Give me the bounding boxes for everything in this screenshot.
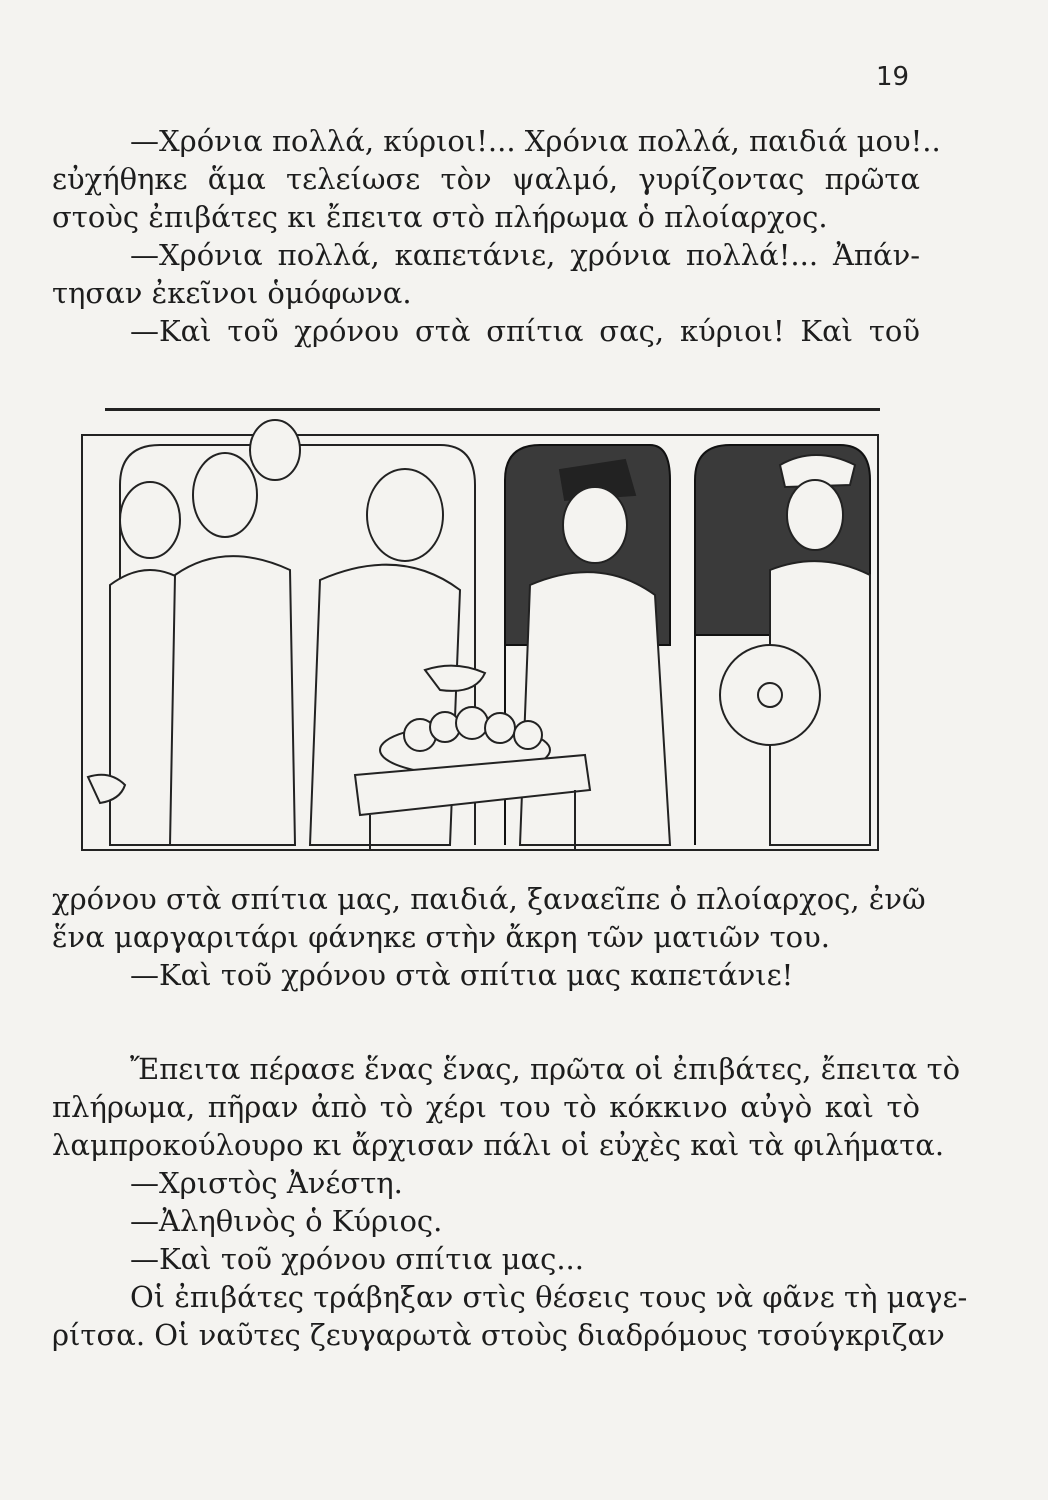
text-line: πλήρωμα, πῆραν ἀπὸ τὸ χέρι του τὸ κόκκινο αὐγὸ καὶ τὸ	[52, 1090, 920, 1124]
text-line: λαμπροκούλουρο κι ἄρχισαν πάλι οἱ εὐχὲς καὶ τὰ φιλήματα.	[52, 1128, 945, 1162]
illustration	[80, 405, 880, 855]
text-line: εὐχήθηκε ἅμα τελείωσε τὸν ψαλμό, γυρίζοντας πρῶτα	[52, 162, 920, 196]
text-line: Ἔπειτα πέρασε ἕνας ἕνας, πρῶτα οἱ ἐπιβάτες, ἔπειτα τὸ	[130, 1052, 961, 1086]
page-number: 19	[876, 62, 910, 92]
text-line: —Χρόνια πολλά, κύριοι!... Χρόνια πολλά, παιδιά μου!..	[130, 124, 941, 158]
text-block-top	[52, 122, 941, 350]
text-line: —Καὶ τοῦ χρόνου σπίτια μας...	[130, 1242, 584, 1276]
text-line: τησαν ἐκεῖνοι ὁμόφωνα.	[52, 276, 412, 310]
text-block-middle	[52, 880, 926, 994]
text-line: ἕνα μαργαριτάρι φάνηκε στὴν ἄκρη τῶν ματιῶν του.	[52, 920, 830, 954]
text-line: —Καὶ τοῦ χρόνου στὰ σπίτια σας, κύριοι! Καὶ τοῦ	[130, 314, 920, 348]
text-block-bottom	[52, 1050, 968, 1354]
text-line: —Ἀληθινὸς ὁ Κύριος.	[130, 1204, 443, 1238]
text-line: —Καὶ τοῦ χρόνου στὰ σπίτια μας καπετάνιε!	[130, 958, 794, 992]
text-line: ρίτσα. Οἱ ναῦτες ζευγαρωτὰ στοὺς διαδρόμους τσούγκριζαν	[52, 1318, 945, 1352]
text-line: Οἱ ἐπιβάτες τράβηξαν στὶς θέσεις τους νὰ φᾶνε τὴ μαγε-	[130, 1280, 968, 1314]
text-line: χρόνου στὰ σπίτια μας, παιδιά, ξαναεῖπε ὁ πλοίαρχος, ἐνῶ	[52, 882, 926, 916]
text-line: —Χριστὸς Ἀνέστη.	[130, 1166, 403, 1200]
text-line: —Χρόνια πολλά, καπετάνιε, χρόνια πολλά!... Ἀπάν-	[130, 238, 920, 272]
text-line: στοὺς ἐπιβάτες κι ἔπειτα στὸ πλήρωμα ὁ πλοίαρχος.	[52, 200, 828, 234]
